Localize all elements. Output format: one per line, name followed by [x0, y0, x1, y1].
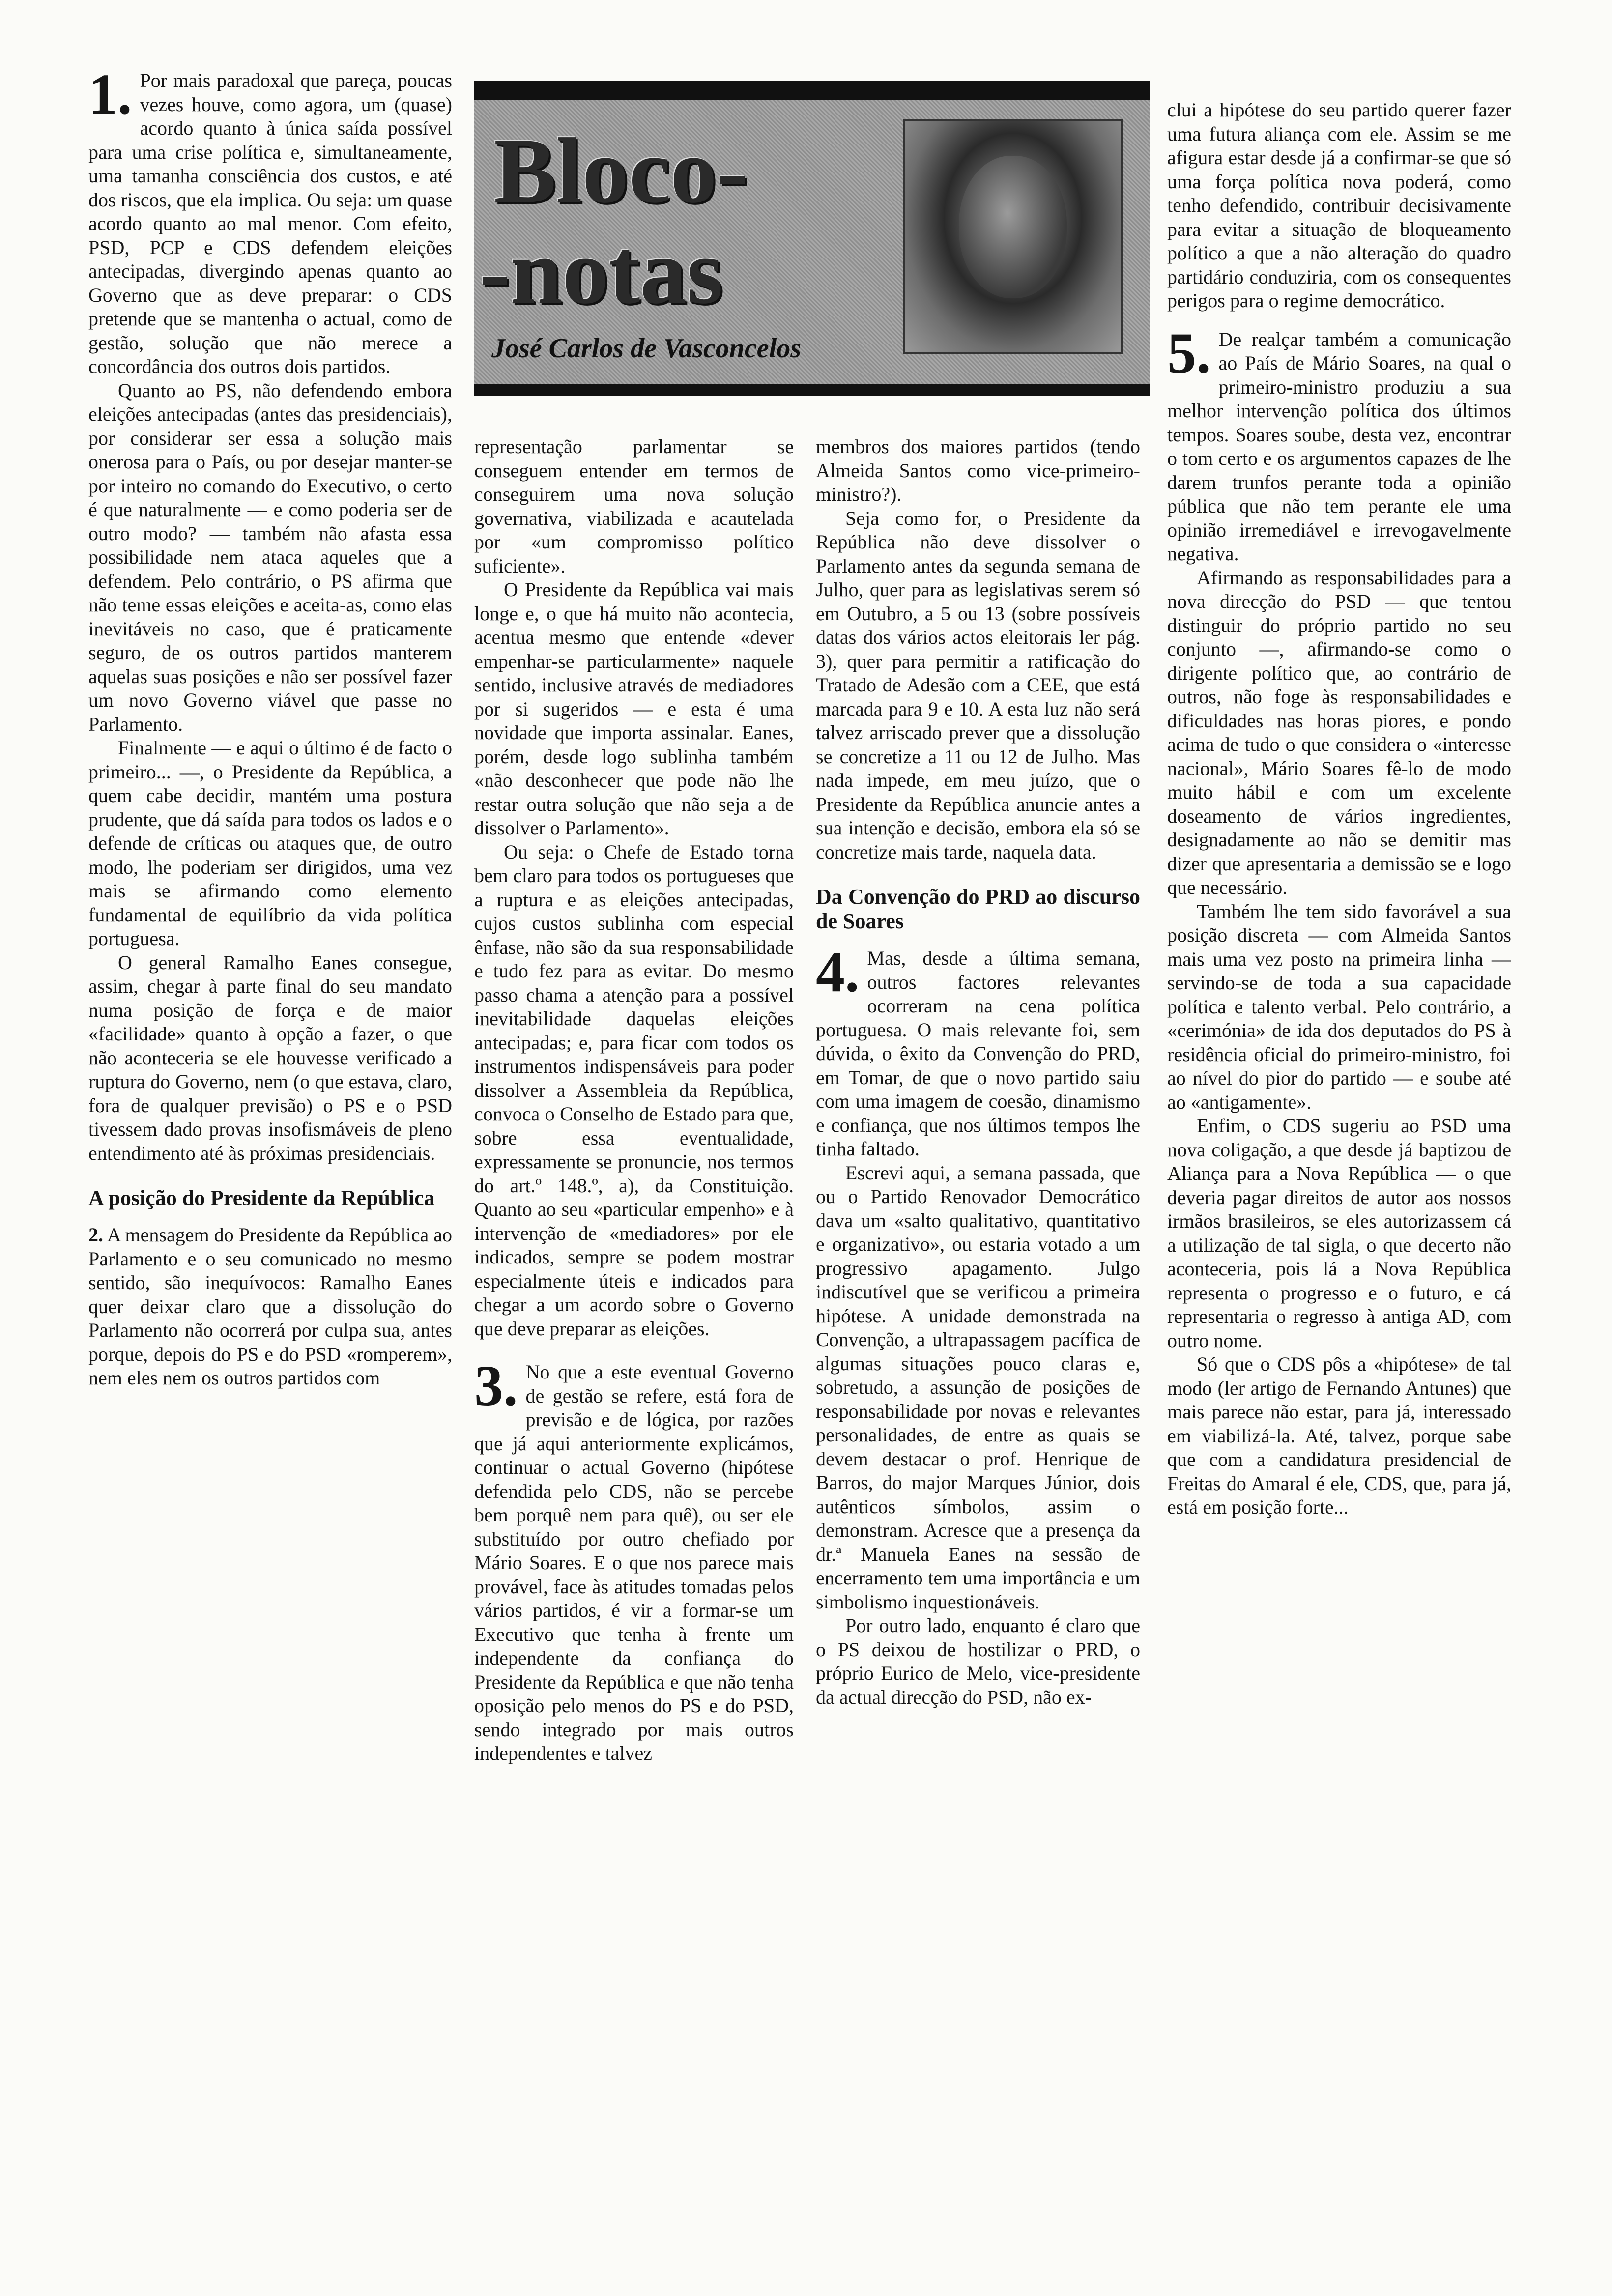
column-3 — [816, 435, 1140, 2204]
subheading-convencao: Da Convenção do PRD ao discurso de Soares — [816, 885, 1140, 933]
paragraph: representação parlamentar se conseguem entender em termos de conseguirem uma nova solução governativa, viabilizada e acautelada por «um compromisso político suficiente». — [474, 435, 794, 577]
masthead-title-line2: -notas — [479, 220, 723, 323]
paragraph: clui a hipótese do seu partido querer fazer uma futura aliança com ele. Assim se me afigura estar desde já a confirmar-se que só uma força política nova poderá, como tenho defendido, contribuir decisivamente para evitar a situação de bloqueamento político a que a não alteração do quadro partidário conduziria, com os consequentes perigos para o regime democrático. — [1167, 99, 1511, 312]
paragraph: Por mais paradoxal que pareça, poucas vezes houve, como agora, um (quase) acordo quanto à única saída possível para uma crise política e, simultaneamente, uma tamanha consciência dos custos, e até dos riscos, que ela implica. Ou seja: um quase acordo quanto ao mal menor. Com efeito, PSD, PCP e CDS defendem eleições antecipadas, divergindo apenas quanto ao Governo que as deve preparar: o CDS pretende que se mantenha o actual, como de gestão, solução que não merece a concordância dos outros dois partidos. — [88, 69, 452, 377]
paragraph: Finalmente — e aqui o último é de facto o primeiro... —, o Presidente da República, a quem cabe decidir, mantém uma postura prudente, que dá saída para todos os lados e o defende de críticas ou ataques que, de outro modo, lhe poderiam ser dirigidos, uma vez mais se afirmando como elemento fundamental de equilíbrio da vida política portuguesa. — [88, 737, 452, 949]
paragraph: Seja como for, o Presidente da República não deve dissolver o Parlamento antes da segunda semana de Julho, quer para as legislativas serem só em Outubro, a 5 ou 13 (sobre possíveis datas dos vários actos eleitorais ler pág. 3), quer para permitir a ratificação do Tratado de Adesão com a CEE, que está marcada para 9 e 10. A esta luz não será talvez arriscado prever que a dissolução se concretize a 11 ou 12 de Julho. Mas nada impede, em meu juízo, que o Presidente da República anuncie antes a sua intenção e decisão, embora ela só se concretize mais tarde, naquela data. — [816, 507, 1140, 863]
column-2 — [474, 435, 794, 2204]
paragraph: Mas, desde a última semana, outros factores relevantes ocorreram na cena política portuguesa. O mais relevante foi, sem dúvida, o êxito da Convenção do PRD, em Tomar, de que o novo partido saiu com uma imagem de coesão, dinamismo e confiança, que nos últimos tempos lhe tinha faltado. — [816, 947, 1140, 1160]
paragraph: Escrevi aqui, a semana passada, que ou o Partido Renovador Democrático dava um «salto qualitativo, quantitativo e organizativo», ou estaria votado a um progressivo apagamento. Julgo indiscutível que se verificou a primeira hipótese. A unidade demonstrada na Convenção, a ultrapassagem pacífica de algumas situações pouco claras e, sobretudo, a assunção de posições de responsabilidade por novas e relevantes personalidades, de entre as quais se devem destacar o prof. Henrique de Barros, do major Marques Júnior, dois autênticos símbolos, assim o demonstram. Acresce que a presença da dr.ª Manuela Eanes na sessão de encerramento tem uma importância e um simbolismo inquestionáveis. — [816, 1161, 1140, 1613]
portrait-face — [959, 156, 1067, 298]
paragraph: No que a este eventual Governo de gestão se refere, está fora de previsão e de lógica, por razões que já aqui anteriormente explicámos, continuar o actual Governo (hipótese defendida pelo CDS, não se percebe bem porquê nem para quê), ou ser ele substituído por outro chefiado por Mário Soares. E o que nos parece mais provável, face às atitudes tomadas pelos vários partidos, é vir a formar-se um Executivo que tenha à frente um independente da confiança do Presidente da República e que não tenha oposição pelo menos do PS e do PSD, sendo integrado por mais outros independentes e talvez — [474, 1361, 794, 1764]
author-photo — [903, 119, 1123, 354]
paragraph: A mensagem do Presidente da República ao Parlamento e o seu comunicado no mesmo sentido, são inequívocos: Ramalho Eanes quer deixar claro que a dissolução do Parlamento não ocorrerá por culpa sua, antes porque, depois do PS e do PSD «romperem», nem eles nem os outros partidos com — [88, 1224, 452, 1389]
section-number-2: 2. — [88, 1224, 103, 1246]
section-number-3: 3. — [474, 1353, 518, 1418]
section-number-4: 4. — [816, 940, 860, 1004]
paragraph: Enfim, o CDS sugeriu ao PSD uma nova coligação, a que desde já baptizou de Aliança para a Nova República — o que deveria pagar direitos de autor aos nossos irmãos brasileiros, se eles autorizassem cá a utilização de tal sigla, o que decerto não aconteceria, pois lá a Nova República representa o progresso e o futuro, e cá representaria o regresso à antiga AD, com outro nome. — [1167, 1115, 1511, 1351]
paragraph: membros dos maiores partidos (tendo Almeida Santos como vice-primeiro-ministro?). — [816, 435, 1140, 505]
paragraph: Só que o CDS pôs a «hipótese» de tal modo (ler artigo de Fernando Antunes) que mais parece não estar, para já, interessado em viabilizá-la. Até, talvez, porque sabe que com a candidatura presidencial de Freitas do Amaral é ele, CDS, que, para já, está em posição forte... — [1167, 1353, 1511, 1518]
column-1 — [88, 69, 452, 2202]
paragraph: Por outro lado, enquanto é claro que o PS deixou de hostilizar o PRD, o próprio Eurico de Melo, vice-presidente da actual direcção do PSD, não ex- — [816, 1614, 1140, 1708]
author-byline: José Carlos de Vasconcelos — [491, 333, 801, 364]
masthead — [474, 81, 1150, 396]
section-number-5: 5. — [1167, 320, 1211, 385]
paragraph: Ou seja: o Chefe de Estado torna bem claro para todos os portugueses que a ruptura e as eleições antecipadas, cujos custos sublinha com especial ênfase, não são da sua responsabilidade e tudo fez para as evitar. Do mesmo passo chama a atenção para a possível inevitabilidade daquelas eleições antecipadas; e, para ficar com todos os instrumentos indispensáveis para poder dissolver a Assembleia da República, convoca o Conselho de Estado para que, sobre essa eventualidade, expressamente se pronuncie, nos termos do art.º 148.º, a), da Constituição. Quanto ao seu «particular empenho» e à intervenção de «mediadores» por ele indicados, sempre se podem mostrar especialmente úteis e indicados para chegar a um acordo sobre o Governo que deve preparar as eleições. — [474, 840, 794, 1340]
paragraph: O Presidente da República vai mais longe e, o que há muito não acontecia, acentua mesmo que entende «dever empenhar-se particularmente» naquele sentido, inclusive através de mediadores por si sugeridos — e esta é uma novidade que importa assinalar. Eanes, porém, desde logo sublinha também «não desconhecer que pode não lhe restar outra solução que não seja a de dissolver o Parlamento». — [474, 578, 794, 839]
subheading-presidente: A posição do Presidente da República — [88, 1186, 435, 1210]
paragraph: Também lhe tem sido favorável a sua posição discreta — com Almeida Santos mais uma vez posto na primeira linha — servindo-se de toda a sua capacidade política e talento verbal. Pelo contrário, a «cerimónia» de ida dos deputados do PS à residência oficial do primeiro-ministro, foi ao nível do pior do partido — e soube até ao «antigamente». — [1167, 900, 1511, 1113]
masthead-title-line1: Bloco- — [494, 119, 748, 223]
section-number-1: 1. — [88, 69, 132, 126]
paragraph: Quanto ao PS, não defendendo embora eleições antecipadas (antes das presidenciais), por considerar ser essa a solução mais onerosa para o País, ou por desejar manter-se por inteiro no comando do Executivo, o certo é que naturalmente — e como poderia ser de outro modo? — também não afasta essa possibilidade nem ataca aqueles que a defendem. Pelo contrário, o PS afirma que não teme essas eleições e aceita-as, como elas inevitáveis no caso, que é praticamente seguro, de os outros partidos manterem aquelas suas posições e não ser possível fazer um novo Governo viável que passe no Parlamento. — [88, 379, 452, 735]
paragraph: O general Ramalho Eanes consegue, assim, chegar à parte final do seu mandato numa posição de força e de maior «facilidade» quanto à opção a fazer, o que não aconteceria se ele houvesse verificado a ruptura do Governo, nem (o que estava, claro, fora de qualquer previsão) o PS e o PSD tivessem dado provas insofismáveis de pleno entendimento até às próximas presidenciais. — [88, 951, 452, 1164]
column-4 — [1167, 98, 1511, 2211]
paragraph: Afirmando as responsabilidades para a nova direcção do PSD — que tentou distinguir do próprio partido no seu conjunto —, afirmando-se como o dirigente político que, ao contrário de outros, não foge às responsabilidades e dificuldades nas horas piores, e pondo acima de tudo o que considera o «interesse nacional», Mário Soares fê-lo de modo muito hábil e com um excelente doseamento de vários ingredientes, designadamente ao não se demitir mas dizer que apresentaria a demissão se e logo que necessário. — [1167, 566, 1511, 898]
paragraph: De realçar também a comunicação ao País de Mário Soares, na qual o primeiro-ministro produziu a sua melhor intervenção política dos últimos tempos. Soares soube, desta vez, encontrar o tom certo e os argumentos capazes de lhe darem trunfos perante toda a opinião pública que não tem perante ele uma opinião irremediável e irrevogavelmente negativa. — [1167, 328, 1511, 565]
